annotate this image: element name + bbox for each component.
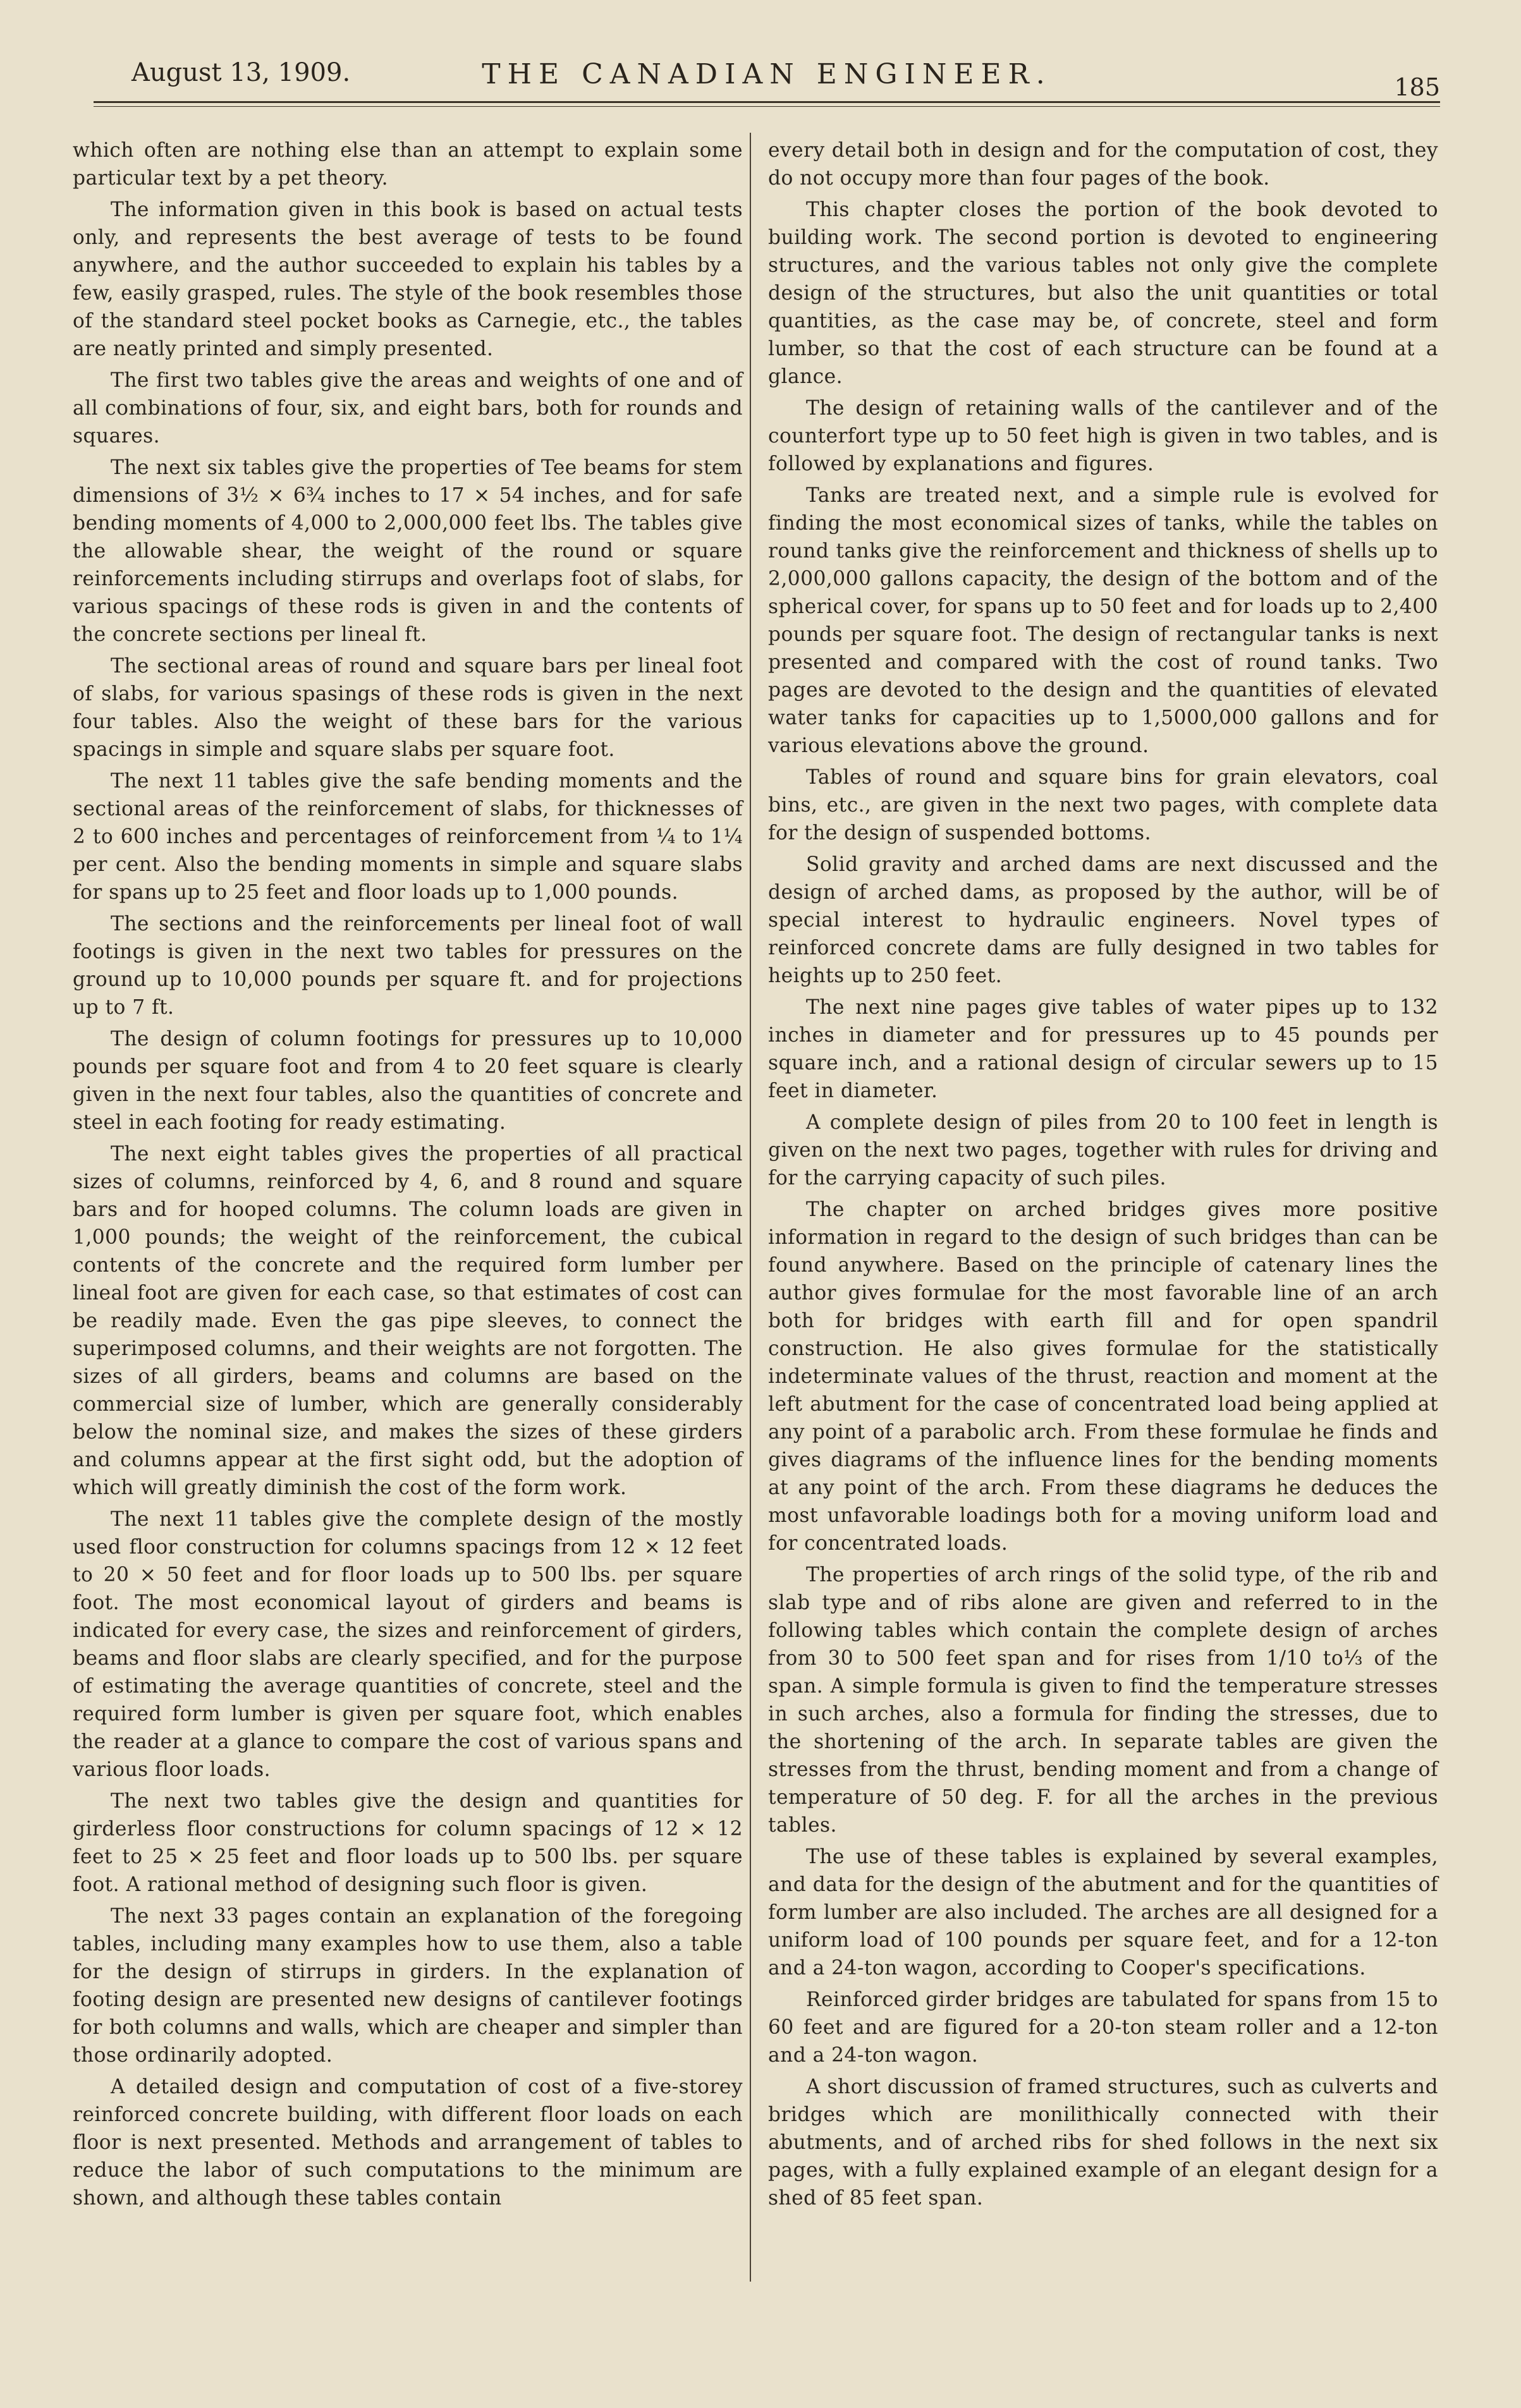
paragraph: A short discussion of framed structures, such as culverts and bridges which are monilithically connected with their abutments, and of arched ribs for shed follows in the next six pages, with a fully explained example of an elegant design for a shed of 85 feet span. <box>768 2076 1438 2210</box>
paragraph: The next two tables give the design and quantities for girderless floor constructions for column spacings of 12 × 12 feet to 25 × 25 feet and floor loads up to 500 lbs. per square foot. A rational method of designing such floor is given. <box>73 1790 743 1896</box>
paragraph: The next 11 tables give the complete design of the mostly used floor construction for columns spacings from 12 × 12 feet to 20 × 50 feet and for floor loads up to 500 lbs. per square foot. The most economical layout of girders and beams is indicated for every case, the sizes and reinforcement of girders, beams and floor slabs are clearly specified, and for the purpose of estimating the average quantities of concrete, steel and the required form lumber is given per square foot, which enables the reader at a glance to compare the cost of various spans and various floor loads. <box>73 1508 743 1781</box>
paragraph: The next 11 tables give the safe bending moments and the sectional areas of the reinforcement of slabs, for thicknesses of 2 to 600 inches and percentages of reinforcement from ¼ to 1¼ per cent. Also the bending moments in simple and square slabs for spans up to 25 feet and floor loads up to 1,000 pounds. <box>73 770 743 904</box>
left-column <box>73 137 743 2216</box>
paragraph: The chapter on arched bridges gives more positive information in regard to the design of such bridges than can be found anywhere. Based on the principle of catenary lines the author gives formulae for the most favorable line of an arch both for bridges with earth fill and for open spandril construction. He also gives formulae for the statistically indeterminate values of the thrust, reaction and moment at the left abutment for the case of concentrated load being applied at any point of a parabolic arch. From these formulae he finds and gives diagrams of the influence lines for the bending moments at any point of the arch. From these diagrams he deduces the most unfavorable loadings both for a moving uniform load and for concentrated loads. <box>768 1198 1438 1555</box>
paragraph: The first two tables give the areas and weights of one and of all combinations of four, six, and eight bars, both for rounds and squares. <box>73 369 743 447</box>
journal-title: THE CANADIAN ENGINEER. <box>482 58 1052 90</box>
issue-date: August 13, 1909. <box>131 58 351 87</box>
paragraph: The information given in this book is based on actual tests only, and represents the best average of tests to be found anywhere, and the author succeeded to explain his tables by a few, easily grasped, rules. The style of the book resembles those of the standard steel pocket books as Carnegie, etc., the tables are neatly printed and simply presented. <box>73 198 743 360</box>
paragraph: The next 33 pages contain an explanation of the foregoing tables, including many examples how to use them, also a table for the design of stirrups in girders. In the explanation of footing design are presented new designs of cantilever footings for both columns and walls, which are cheaper and simpler than those ordinarily adopted. <box>73 1905 743 2067</box>
page-number: 185 <box>1394 73 1440 101</box>
paragraph: The design of retaining walls of the cantilever and of the counterfort type up to 50 feet high is given in two tables, and is followed by explanations and figures. <box>768 397 1438 475</box>
paragraph: The next six tables give the properties of Tee beams for stem dimensions of 3½ × 6¾ inches to 17 × 54 inches, and for safe bending moments of 4,000 to 2,000,000 feet lbs. The tables give the allowable shear, the weight of the round or square reinforcements including stirrups and overlaps foot of slabs, for various spacings of these rods is given in and the contents of the concrete sections per lineal ft. <box>73 456 743 646</box>
column-divider <box>750 133 751 2282</box>
paragraph: The sectional areas of round and square bars per lineal foot of slabs, for various spasings of these rods is given in the next four tables. Also the weight of these bars for the various spacings in simple and square slabs per square foot. <box>73 655 743 761</box>
header-rule-thin <box>94 106 1440 107</box>
paragraph: The design of column footings for pressures up to 10,000 pounds per square foot and from 4 to 20 feet square is clearly given in the next four tables, also the quantities of concrete and steel in each footing for ready estimating. <box>73 1028 743 1134</box>
paragraph: The use of these tables is explained by several examples, and data for the design of the abutment and for the quantities of form lumber are also included. The arches are all designed for a uniform load of 100 pounds per square feet, and for a 12-ton and a 24-ton wagon, according to Cooper's specifications. <box>768 1846 1438 1979</box>
paragraph: The next nine pages give tables of water pipes up to 132 inches in diameter and for pressures up to 45 pounds per square inch, and a rational design of circular sewers up to 15 feet in diameter. <box>768 996 1438 1102</box>
paragraph: The sections and the reinforcements per lineal foot of wall footings is given in the next two tables for pressures on the ground up to 10,000 pounds per square ft. and for projections up to 7 ft. <box>73 913 743 1019</box>
paragraph: Solid gravity and arched dams are next discussed and the design of arched dams, as proposed by the author, will be of special interest to hydraulic engineers. Novel types of reinforced concrete dams are fully designed in two tables for heights up to 250 feet. <box>768 853 1438 987</box>
paragraph: A complete design of piles from 20 to 100 feet in length is given on the next two pages, together with rules for driving and for the carrying capacity of such piles. <box>768 1111 1438 1189</box>
paragraph: which often are nothing else than an attempt to explain some particular text by a pet theory. <box>73 139 743 190</box>
right-column <box>768 137 1438 2216</box>
running-header <box>94 49 1440 100</box>
paragraph: Reinforced girder bridges are tabulated for spans from 15 to 60 feet and are figured for a 20-ton steam roller and a 12-ton and a 24-ton wagon. <box>768 1988 1438 2067</box>
paragraph: Tanks are treated next, and a simple rule is evolved for finding the most economical sizes of tanks, while the tables on round tanks give the reinforcement and thickness of shells up to 2,000,000 gallons capacity, the design of the bottom and of the spherical cover, for spans up to 50 feet and for loads up to 2,400 pounds per square foot. The design of rectangular tanks is next presented and compared with the cost of round tanks. Two pages are devoted to the design and the quantities of elevated water tanks for capacities up to 1,5000,000 gallons and for various elevations above the ground. <box>768 484 1438 757</box>
paragraph: A detailed design and computation of cost of a five-storey reinforced concrete building, with different floor loads on each floor is next presented. Methods and arrangement of tables to reduce the labor of such computations to the minimum are shown, and although these tables contain <box>73 2076 743 2210</box>
header-rule-thick <box>94 101 1440 103</box>
paragraph: Tables of round and square bins for grain elevators, coal bins, etc., are given in the next two pages, with complete data for the design of suspended bottoms. <box>768 766 1438 844</box>
paragraph: The next eight tables gives the properties of all practical sizes of columns, reinforced by 4, 6, and 8 round and square bars and for hooped columns. The column loads are given in 1,000 pounds; the weight of the reinforcement, the cubical contents of the concrete and the required form lumber per lineal foot are given for each case, so that estimates of cost can be readily made. Even the gas pipe sleeves, to connect the superimposed columns, and their weights are not forgotten. The sizes of all girders, beams and columns are based on the commercial size of lumber, which are generally considerably below the nominal size, and makes the sizes of these girders and columns appear at the first sight odd, but the adoption of which will greatly diminish the cost of the form work. <box>73 1143 743 1499</box>
paragraph: This chapter closes the portion of the book devoted to building work. The second portion is devoted to engineering structures, and the various tables not only give the complete design of the structures, but also the unit quantities or total quantities, as the case may be, of concrete, steel and form lumber, so that the cost of each structure can be found at a glance. <box>768 198 1438 388</box>
paragraph: The properties of arch rings of the solid type, of the rib and slab type and of ribs alone are given and referred to in the following tables which contain the complete design of arches from 30 to 500 feet span and for rises from 1/10 to⅓ of the span. A simple formula is given to find the temperature stresses in such arches, also a formula for finding the stresses, due to the shortening of the arch. In separate tables are given the stresses from the thrust, bending moment and from a change of temperature of 50 deg. F. for all the arches in the previous tables. <box>768 1564 1438 1837</box>
paragraph: every detail both in design and for the computation of cost, they do not occupy more than four pages of the book. <box>768 139 1438 190</box>
